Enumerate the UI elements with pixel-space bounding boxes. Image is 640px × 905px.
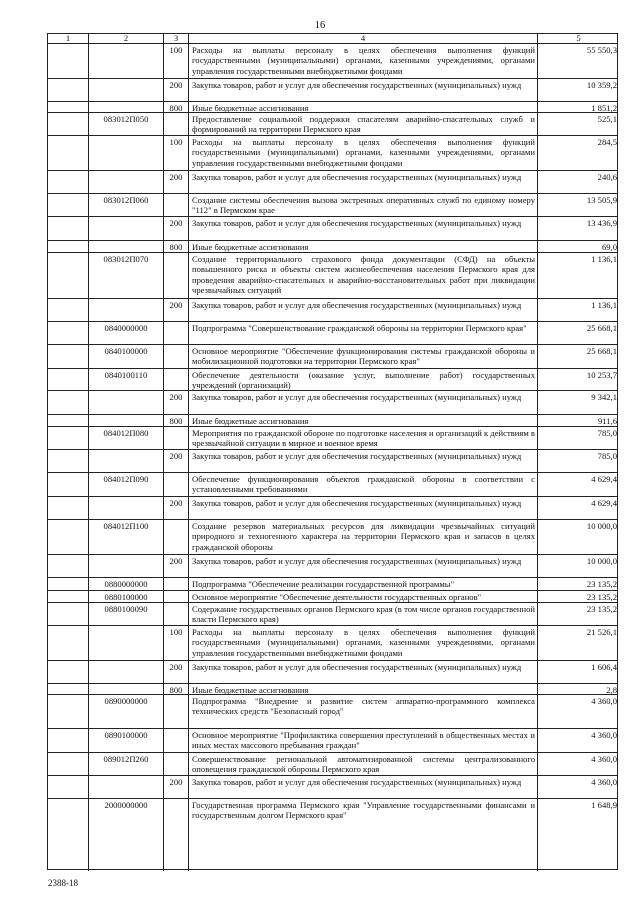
- row-expense-type: 200: [163, 661, 188, 683]
- row-description: Основное мероприятие "Обеспечение функционирования системы гражданской обороны и мобилизационной подготовки на территории Пермского края": [188, 345, 537, 368]
- row-amount: 10 253,7: [537, 369, 619, 390]
- header-col-5: 5: [537, 34, 619, 43]
- row-amount: 4 360,0: [537, 695, 619, 728]
- row-expense-type: [163, 729, 188, 752]
- row-amount: 785,0: [537, 450, 619, 472]
- table-row: [48, 472, 617, 496]
- row-amount: 1 851,2: [537, 102, 619, 112]
- row-expense-type: [163, 473, 188, 496]
- row-expense-type: 200: [163, 450, 188, 472]
- row-col-1: [48, 102, 88, 112]
- row-description: Закупка товаров, работ и услуг для обеспечения государственных (муниципальных) нужд: [188, 497, 537, 519]
- table-row: [48, 660, 617, 683]
- table-row: [48, 426, 617, 449]
- row-amount: 4 629,4: [537, 497, 619, 519]
- table-row: [48, 625, 617, 660]
- row-description: Мероприятия по гражданской обороне по подготовке населения и организаций к действиям в чрезвычайной ситуации в мирное и военное время: [188, 427, 537, 449]
- row-description: Основное мероприятие "Профилактика совершения преступлений в общественных местах и иных местах массового пребывания граждан": [188, 729, 537, 752]
- row-code: 0880100000: [88, 591, 163, 602]
- header-col-3: 3: [163, 34, 188, 43]
- row-code: [88, 102, 163, 112]
- row-code: 0840000000: [88, 322, 163, 344]
- row-description: Подпрограмма "Совершенствование гражданской обороны на территории Пермского края": [188, 322, 537, 344]
- table-row: [48, 752, 617, 775]
- row-expense-type: 800: [163, 415, 188, 426]
- row-amount: 69,0: [537, 241, 619, 252]
- row-col-1: [48, 427, 88, 449]
- row-amount: 284,5: [537, 136, 619, 170]
- row-amount: 23 135,2: [537, 591, 619, 602]
- table-row: [48, 240, 617, 252]
- row-code: [88, 391, 163, 414]
- row-code: 084012П080: [88, 427, 163, 449]
- row-col-1: [48, 753, 88, 775]
- table-row: [48, 602, 617, 625]
- table-row: [48, 694, 617, 728]
- row-col-1: [48, 799, 88, 871]
- row-description: Иные бюджетные ассигнования: [188, 241, 537, 252]
- row-description: Закупка товаров, работ и услуг для обеспечения государственных (муниципальных) нужд: [188, 79, 537, 101]
- row-code: [88, 450, 163, 472]
- row-expense-type: 800: [163, 241, 188, 252]
- row-amount: 23 135,2: [537, 578, 619, 590]
- row-col-1: [48, 194, 88, 216]
- row-code: 083012П050: [88, 113, 163, 135]
- row-amount: 1 606,4: [537, 661, 619, 683]
- table-row: [48, 135, 617, 170]
- row-col-1: [48, 391, 88, 414]
- table-row: [48, 368, 617, 390]
- row-description: Основное мероприятие "Обеспечение деятельности государственных органов": [188, 591, 537, 602]
- row-expense-type: [163, 603, 188, 625]
- row-code: 089012П260: [88, 753, 163, 775]
- row-code: [88, 44, 163, 78]
- row-code: 083012П070: [88, 253, 163, 298]
- row-code: 0880000000: [88, 578, 163, 590]
- row-col-1: [48, 299, 88, 321]
- row-col-1: [48, 113, 88, 135]
- table-row: [48, 193, 617, 216]
- row-amount: 1 136,1: [537, 299, 619, 321]
- row-code: 0890000000: [88, 695, 163, 728]
- row-description: Закупка товаров, работ и услуг для обеспечения государственных (муниципальных) нужд: [188, 555, 537, 577]
- budget-table: [47, 33, 618, 870]
- row-col-1: [48, 626, 88, 660]
- row-expense-type: [163, 322, 188, 344]
- row-description: Обеспечение функционирования объектов гражданской обороны в соответствии с установленными требованиями: [188, 473, 537, 496]
- row-amount: 23 135,2: [537, 603, 619, 625]
- row-expense-type: [163, 578, 188, 590]
- row-code: 083012П060: [88, 194, 163, 216]
- table-row: [48, 798, 617, 871]
- row-expense-type: [163, 799, 188, 871]
- row-col-1: [48, 345, 88, 368]
- table-header-row: [48, 34, 617, 43]
- row-amount: 9 342,1: [537, 391, 619, 414]
- header-col-4: 4: [188, 34, 537, 43]
- row-description: Государственная программа Пермского края "Управление государственными финансами и государственным долгом Пермского края": [188, 799, 537, 871]
- row-description: Иные бюджетные ассигнования: [188, 102, 537, 112]
- table-row: [48, 321, 617, 344]
- row-amount: 25 668,1: [537, 345, 619, 368]
- table-row: [48, 414, 617, 426]
- table-row: [48, 101, 617, 112]
- table-row: [48, 449, 617, 472]
- row-col-1: [48, 415, 88, 426]
- row-description: Расходы на выплаты персоналу в целях обеспечения выполнения функций государственными (муниципальными) органами, казенными учреждениями, органами управления государственными внебюджетными фондами: [188, 136, 537, 170]
- row-code: [88, 217, 163, 240]
- row-code: 0840100000: [88, 345, 163, 368]
- row-code: 0840100110: [88, 369, 163, 390]
- row-code: [88, 776, 163, 798]
- row-expense-type: 100: [163, 136, 188, 170]
- row-description: Закупка товаров, работ и услуг для обеспечения государственных (муниципальных) нужд: [188, 450, 537, 472]
- table-row: [48, 170, 617, 193]
- row-amount: 240,6: [537, 171, 619, 193]
- row-description: Закупка товаров, работ и услуг для обеспечения государственных (муниципальных) нужд: [188, 217, 537, 240]
- row-expense-type: 200: [163, 497, 188, 519]
- table-row: [48, 298, 617, 321]
- row-description: Совершенствование региональной автоматизированной системы централизованного оповещения гражданской обороны Пермского края: [188, 753, 537, 775]
- row-description: Закупка товаров, работ и услуг для обеспечения государственных (муниципальных) нужд: [188, 299, 537, 321]
- row-col-1: [48, 603, 88, 625]
- table-row: [48, 554, 617, 577]
- row-expense-type: [163, 591, 188, 602]
- header-col-2: 2: [88, 34, 163, 43]
- row-col-1: [48, 44, 88, 78]
- table-row: [48, 496, 617, 519]
- row-description: Закупка товаров, работ и услуг для обеспечения государственных (муниципальных) нужд: [188, 391, 537, 414]
- row-amount: 10 000,0: [537, 555, 619, 577]
- row-description: Создание системы обеспечения вызова экстренных оперативных служб по единому номеру "112" в Пермском крае: [188, 194, 537, 216]
- row-code: [88, 136, 163, 170]
- row-col-1: [48, 497, 88, 519]
- table-row: [48, 344, 617, 368]
- row-description: Обеспечение деятельности (оказание услуг, выполнение работ) государственных учреждений (организаций): [188, 369, 537, 390]
- row-amount: 4 629,4: [537, 473, 619, 496]
- row-expense-type: 100: [163, 44, 188, 78]
- row-expense-type: 800: [163, 102, 188, 112]
- page-number: 16: [314, 20, 326, 31]
- row-description: Расходы на выплаты персоналу в целях обеспечения выполнения функций государственными (муниципальными) органами, казенными учреждениями, органами управления государственными внебюджетными фондами: [188, 44, 537, 78]
- row-code: [88, 661, 163, 683]
- row-expense-type: [163, 194, 188, 216]
- row-col-1: [48, 171, 88, 193]
- row-expense-type: 200: [163, 171, 188, 193]
- row-description: Содержание государственных органов Пермского края (в том числе органов государственной власти Пермского края): [188, 603, 537, 625]
- row-amount: 2,8: [537, 684, 619, 694]
- row-description: Закупка товаров, работ и услуг для обеспечения государственных (муниципальных) нужд: [188, 661, 537, 683]
- row-col-1: [48, 369, 88, 390]
- row-col-1: [48, 729, 88, 752]
- row-code: [88, 241, 163, 252]
- table-row: [48, 252, 617, 298]
- row-col-1: [48, 241, 88, 252]
- row-expense-type: [163, 113, 188, 135]
- row-code: [88, 684, 163, 694]
- row-code: [88, 171, 163, 193]
- row-expense-type: 200: [163, 776, 188, 798]
- row-expense-type: 200: [163, 79, 188, 101]
- table-row: [48, 43, 617, 78]
- table-row: [48, 78, 617, 101]
- table-row: [48, 112, 617, 135]
- row-description: Создание резервов материальных ресурсов для ликвидации чрезвычайных ситуаций природного и техногенного характера на территории Пермского края и запасов в целях гражданской обороны: [188, 520, 537, 554]
- row-expense-type: [163, 345, 188, 368]
- row-code: 0880100090: [88, 603, 163, 625]
- row-col-1: [48, 776, 88, 798]
- row-col-1: [48, 450, 88, 472]
- row-amount: 4 360,0: [537, 729, 619, 752]
- row-amount: 21 526,1: [537, 626, 619, 660]
- row-amount: 10 000,0: [537, 520, 619, 554]
- row-expense-type: 100: [163, 626, 188, 660]
- row-description: Иные бюджетные ассигнования: [188, 684, 537, 694]
- row-amount: 13 436,9: [537, 217, 619, 240]
- row-col-1: [48, 322, 88, 344]
- row-expense-type: 800: [163, 684, 188, 694]
- row-expense-type: 200: [163, 299, 188, 321]
- row-col-1: [48, 661, 88, 683]
- row-amount: 55 550,3: [537, 44, 619, 78]
- row-col-1: [48, 591, 88, 602]
- row-description: Закупка товаров, работ и услуг для обеспечения государственных (муниципальных) нужд: [188, 171, 537, 193]
- row-code: [88, 626, 163, 660]
- row-expense-type: 200: [163, 391, 188, 414]
- table-row: [48, 390, 617, 414]
- row-col-1: [48, 695, 88, 728]
- document-code: 2388-18: [48, 878, 78, 888]
- row-code: [88, 415, 163, 426]
- row-col-1: [48, 253, 88, 298]
- row-amount: 4 360,0: [537, 753, 619, 775]
- row-description: Закупка товаров, работ и услуг для обеспечения государственных (муниципальных) нужд: [188, 776, 537, 798]
- table-row: [48, 590, 617, 602]
- row-description: Расходы на выплаты персоналу в целях обеспечения выполнения функций государственными (муниципальными) органами, казенными учреждениями, органами управления государственными внебюджетными фондами: [188, 626, 537, 660]
- row-expense-type: [163, 520, 188, 554]
- row-amount: 1 648,9: [537, 799, 619, 871]
- row-description: Иные бюджетные ассигнования: [188, 415, 537, 426]
- row-amount: 25 668,1: [537, 322, 619, 344]
- row-expense-type: [163, 695, 188, 728]
- row-code: 2000000000: [88, 799, 163, 871]
- row-code: 084012П100: [88, 520, 163, 554]
- row-col-1: [48, 136, 88, 170]
- row-col-1: [48, 555, 88, 577]
- row-expense-type: [163, 753, 188, 775]
- row-col-1: [48, 473, 88, 496]
- row-expense-type: 200: [163, 555, 188, 577]
- row-expense-type: 200: [163, 217, 188, 240]
- row-col-1: [48, 520, 88, 554]
- row-amount: 911,6: [537, 415, 619, 426]
- table-row: [48, 216, 617, 240]
- row-description: Предоставление социальной поддержки спасателям аварийно-спасательных служб и формирований на территории Пермского края: [188, 113, 537, 135]
- row-code: [88, 555, 163, 577]
- row-amount: 13 505,9: [537, 194, 619, 216]
- row-description: Подпрограмма "Обеспечение реализации государственной программы": [188, 578, 537, 590]
- header-col-1: 1: [65, 34, 71, 43]
- row-expense-type: [163, 427, 188, 449]
- row-expense-type: [163, 369, 188, 390]
- row-amount: 1 136,1: [537, 253, 619, 298]
- row-col-1: [48, 578, 88, 590]
- table-row: [48, 577, 617, 590]
- row-code: [88, 497, 163, 519]
- row-description: Подпрограмма "Внедрение и развитие систем аппаратно-программного комплекса технических средств "Безопасный город": [188, 695, 537, 728]
- row-amount: 785,0: [537, 427, 619, 449]
- row-amount: 10 359,2: [537, 79, 619, 101]
- table-row: [48, 775, 617, 798]
- row-col-1: [48, 684, 88, 694]
- row-code: [88, 299, 163, 321]
- table-row: [48, 683, 617, 694]
- row-expense-type: [163, 253, 188, 298]
- row-amount: 4 360,0: [537, 776, 619, 798]
- table-row: [48, 728, 617, 752]
- row-code: 0890100000: [88, 729, 163, 752]
- table-row: [48, 519, 617, 554]
- row-col-1: [48, 79, 88, 101]
- row-code: [88, 79, 163, 101]
- row-description: Создание территориального страхового фонда документации (СФД) на объекты повышенного риска и объекты систем жизнеобеспечения населения Пермского края для проведения аварийно-спасательных и аварийно-восстановительных работ при ликвидации чрезвычайных ситуаций: [188, 253, 537, 298]
- row-code: 084012П090: [88, 473, 163, 496]
- row-amount: 525,1: [537, 113, 619, 135]
- row-col-1: [48, 217, 88, 240]
